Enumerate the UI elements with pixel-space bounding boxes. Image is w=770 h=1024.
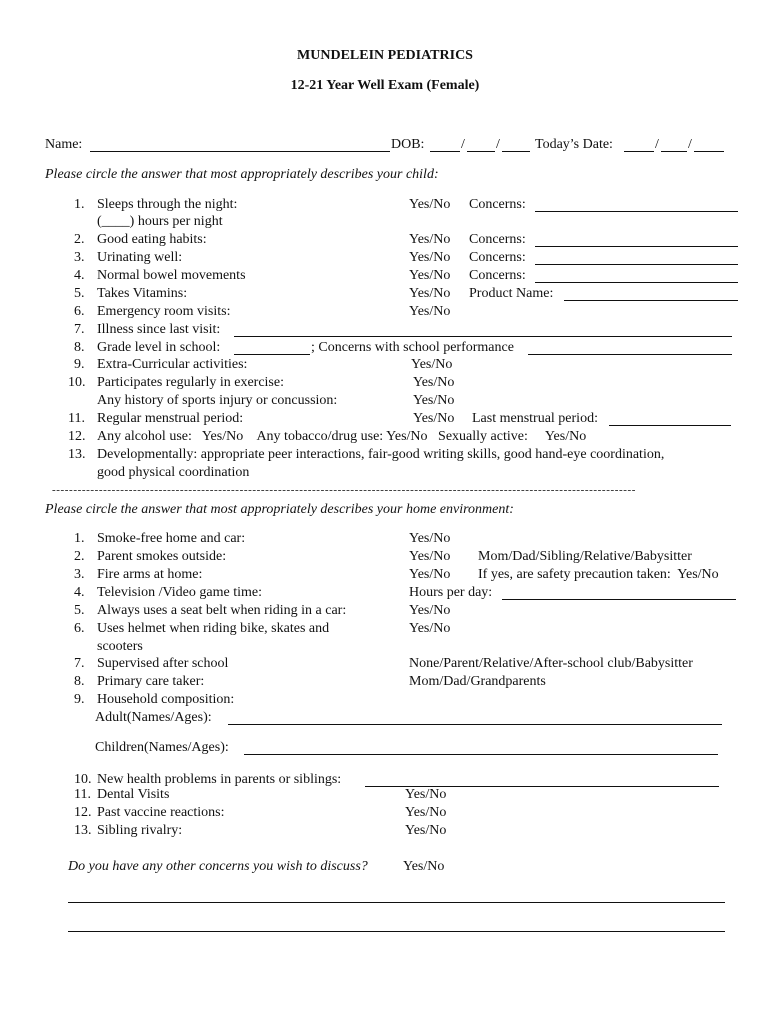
s1-item-text: Any history of sports injury or concussion: [97, 393, 338, 408]
s2-item-text: Always uses a seat belt when riding in a car: [97, 603, 347, 618]
s2-item-text: Dental Visits [97, 787, 170, 802]
s1-item-text: Normal bowel movements [97, 268, 246, 283]
dob-month-field[interactable] [430, 151, 460, 152]
dob-sep-1: / [461, 137, 465, 152]
s1-item-answer[interactable]: Yes/No [409, 232, 451, 247]
s2-item-num: 12. [74, 805, 92, 820]
s2-item-answer[interactable]: Yes/No [409, 621, 451, 636]
s2-item-answer[interactable]: Yes/No [405, 823, 447, 838]
s1-item-extra: Concerns: [469, 250, 526, 265]
hours-per-day-field[interactable] [502, 599, 736, 600]
s2-item-text: Parent smokes outside: [97, 549, 227, 564]
concerns-field[interactable] [535, 211, 738, 212]
s1-item-text: Any alcohol use: Yes/No Any tobacco/drug use: Yes/No Sexually active: Yes/No [97, 429, 587, 444]
s1-item-text: Sleeps through the night: [97, 197, 238, 212]
s1-item-num: 1. [74, 197, 85, 212]
school-concerns-field[interactable] [528, 354, 732, 355]
s1-item-text: (____) hours per night [97, 214, 223, 229]
s1-item-num: 2. [74, 232, 85, 247]
s2-item-text: Smoke-free home and car: [97, 531, 246, 546]
s2-item-num: 6. [74, 621, 85, 636]
s1-item-num: 11. [68, 411, 85, 426]
s1-item-extra: Concerns: [469, 197, 526, 212]
date-year-field[interactable] [694, 151, 724, 152]
date-sep-2: / [688, 137, 692, 152]
name-label: Name: [45, 137, 83, 152]
last-period-field[interactable] [609, 425, 731, 426]
s2-item-num: 11. [74, 787, 91, 802]
section1-instruction: Please circle the answer that most appropriately describes your child: [45, 167, 439, 182]
practice-name: MUNDELEIN PEDIATRICS [297, 48, 473, 63]
s2-item-answer[interactable]: Yes/No [405, 787, 447, 802]
s1-item-num: 4. [74, 268, 85, 283]
s1-item-answer[interactable]: Yes/No [409, 197, 451, 212]
dashed-divider: ----------------------------------------------------------------------------------------------------------------------------------------- [52, 484, 637, 496]
s2-item-text: Sibling rivalry: [97, 823, 183, 838]
s1-item-num: 6. [74, 304, 85, 319]
form-title: 12-21 Year Well Exam (Female) [290, 78, 480, 93]
s2-item-answer: Hours per day: [409, 585, 493, 600]
children-label: Children(Names/Ages): [95, 740, 229, 755]
dob-sep-2: / [496, 137, 500, 152]
s2-item-text: Primary care taker: [97, 674, 205, 689]
children-field[interactable] [244, 754, 718, 755]
s2-item-extra[interactable]: If yes, are safety precaution taken: Yes/No [478, 567, 719, 582]
s1-item-text: Developmentally: appropriate peer interactions, fair-good writing skills, good hand-eye coordination, [97, 447, 665, 462]
s2-item-text: Supervised after school [97, 656, 229, 671]
s2-item-text: Uses helmet when riding bike, skates and [97, 621, 330, 636]
s1-item-num: 13. [68, 447, 86, 462]
s1-item-num: 10. [68, 375, 86, 390]
dob-label: DOB: [391, 137, 425, 152]
s1-item-text: Illness since last visit: [97, 322, 221, 337]
grade-level-field[interactable] [234, 354, 310, 355]
s1-item-num: 12. [68, 429, 86, 444]
s2-item-answer[interactable]: Yes/No [409, 603, 451, 618]
s1-item-num: 7. [74, 322, 85, 337]
s2-item-text: scooters [97, 639, 143, 654]
s1-item-text: Regular menstrual period: [97, 411, 244, 426]
s2-item-num: 1. [74, 531, 85, 546]
s2-item-answer[interactable]: Mom/Dad/Grandparents [409, 674, 546, 689]
s1-item-answer[interactable]: Yes/No [409, 268, 451, 283]
s1-item-answer[interactable]: Yes/No [413, 411, 455, 426]
s1-item-answer[interactable]: Yes/No [409, 250, 451, 265]
s1-item-answer[interactable]: Yes/No [413, 375, 455, 390]
s2-item-answer[interactable]: Yes/No [409, 567, 451, 582]
product-name-field[interactable] [564, 300, 738, 301]
s2-item-num: 3. [74, 567, 85, 582]
s1-item-num: 5. [74, 286, 85, 301]
s2-item-num: 4. [74, 585, 85, 600]
s2-item-num: 10. [74, 772, 92, 787]
date-day-field[interactable] [661, 151, 687, 152]
s2-item-answer[interactable]: None/Parent/Relative/After-school club/Babysitter [409, 656, 693, 671]
concerns-field[interactable] [535, 282, 738, 283]
s1-item-extra: Concerns: [469, 232, 526, 247]
date-sep-1: / [655, 137, 659, 152]
dob-day-field[interactable] [467, 151, 495, 152]
s1-item-extra: Concerns: [469, 268, 526, 283]
s1-item-answer[interactable]: Yes/No [409, 286, 451, 301]
s1-item-text: Participates regularly in exercise: [97, 375, 284, 390]
other-concerns-question: Do you have any other concerns you wish to discuss? [68, 859, 368, 874]
adult-field[interactable] [228, 724, 722, 725]
s1-item-extra: Last menstrual period: [472, 411, 598, 426]
s2-item-text: Household composition: [97, 692, 235, 707]
concerns-field[interactable] [535, 246, 738, 247]
dob-year-field[interactable] [502, 151, 530, 152]
s1-item-num: 3. [74, 250, 85, 265]
s1-item-text: Extra-Curricular activities: [97, 357, 248, 372]
s2-item-text: Past vaccine reactions: [97, 805, 225, 820]
s2-item-num: 5. [74, 603, 85, 618]
s1-item-num: 9. [74, 357, 85, 372]
s1-item-text: Grade level in school: [97, 340, 221, 355]
s2-item-answer[interactable]: Yes/No [409, 531, 451, 546]
other-concerns-answer[interactable]: Yes/No [403, 859, 445, 874]
s2-item-num: 8. [74, 674, 85, 689]
s2-item-extra[interactable]: Mom/Dad/Sibling/Relative/Babysitter [478, 549, 692, 564]
s1-item-answer[interactable]: Yes/No [409, 304, 451, 319]
s2-item-text: New health problems in parents or siblings: [97, 772, 342, 787]
s2-item-num: 7. [74, 656, 85, 671]
s2-item-answer[interactable]: Yes/No [405, 805, 447, 820]
s2-item-num: 13. [74, 823, 92, 838]
concerns-field[interactable] [535, 264, 738, 265]
concerns-line-2[interactable] [68, 931, 725, 932]
s1-item-text: good physical coordination [97, 465, 250, 480]
name-field[interactable] [90, 151, 390, 152]
s1-item-extra: Product Name: [469, 286, 554, 301]
s2-item-num: 9. [74, 692, 85, 707]
concerns-line-1[interactable] [68, 902, 725, 903]
s1-item-text: Good eating habits: [97, 232, 207, 247]
school-concerns-label: ; Concerns with school performance [311, 340, 514, 355]
section2-instruction: Please circle the answer that most appropriately describes your home environment: [45, 502, 514, 517]
s1-item-answer[interactable]: Yes/No [413, 393, 455, 408]
s1-item-text: Emergency room visits: [97, 304, 231, 319]
s1-item-answer[interactable]: Yes/No [411, 357, 453, 372]
s2-item-answer[interactable]: Yes/No [409, 549, 451, 564]
s2-item-text: Fire arms at home: [97, 567, 203, 582]
s2-item-num: 2. [74, 549, 85, 564]
date-month-field[interactable] [624, 151, 654, 152]
illness-field[interactable] [234, 336, 732, 337]
s1-item-text: Urinating well: [97, 250, 183, 265]
s2-item-text: Television /Video game time: [97, 585, 262, 600]
todays-date-label: Today’s Date: [535, 137, 613, 152]
s1-item-text: Takes Vitamins: [97, 286, 188, 301]
s1-item-num: 8. [74, 340, 85, 355]
adult-label: Adult(Names/Ages): [95, 710, 212, 725]
